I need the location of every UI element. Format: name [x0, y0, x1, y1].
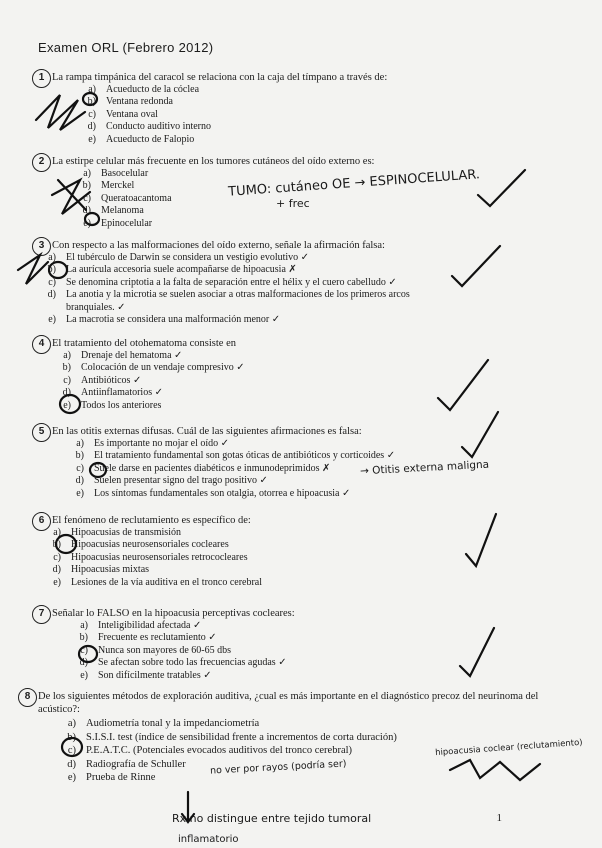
- option-letter: e): [48, 314, 56, 326]
- question-stem: El fenómeno de reclutamiento es específico de:: [52, 515, 251, 526]
- question-number: 5: [32, 423, 51, 442]
- option-letter: a): [48, 252, 56, 263]
- question-number: 1: [32, 69, 51, 88]
- option-letter: b): [87, 96, 96, 108]
- scribble-q1: [36, 95, 85, 130]
- option-text: Nunca son mayores de 60-65 dbs: [98, 644, 232, 656]
- option-letter: b): [75, 450, 84, 462]
- option-text: Antibióticos ✓: [81, 374, 142, 386]
- option-text: Acueducto de la cóclea: [106, 84, 200, 95]
- option-letter: c): [53, 551, 61, 563]
- option-text: Hipoacusias neurosensoriales retrococleares: [71, 551, 248, 563]
- question-number: 7: [32, 605, 51, 624]
- circle-q1-b: [83, 93, 97, 105]
- option-letter: d): [87, 121, 96, 133]
- option-text: Epinocelular: [101, 217, 153, 229]
- option-text: El tratamiento fundamental son gotas óticas de antibióticos y corticoides ✓: [94, 450, 396, 462]
- scribble-q8: [450, 760, 540, 780]
- page-number: 1: [496, 812, 502, 824]
- option-letter: e): [76, 487, 84, 499]
- option-text: Se afectan sobre todo las frecuencias agudas ✓: [98, 657, 287, 669]
- option-letter: b): [67, 731, 76, 743]
- option-letter: a): [63, 350, 71, 361]
- option-text: P.E.A.T.C. (Potenciales evocados auditivos del tronco cerebral): [86, 745, 353, 756]
- option-text: Hipoacusias neurosensoriales cocleares: [71, 539, 229, 551]
- option-text: Ventana redonda: [106, 96, 173, 108]
- circle-q6-b: [56, 535, 76, 553]
- option-letter: c): [88, 108, 96, 120]
- option-letter: c): [48, 276, 56, 288]
- option-letter: c): [67, 745, 76, 756]
- option-text: Todos los anteriores: [81, 399, 162, 411]
- option-letter: c): [63, 374, 71, 386]
- option-text: Drenaje del hematoma ✓: [81, 350, 183, 361]
- option-letter: e): [67, 772, 76, 783]
- option-letter: b): [62, 362, 71, 374]
- option-letter: d): [47, 289, 56, 301]
- question-stem: Señalar lo FALSO en la hipoacusia perceptivas cocleares:: [52, 608, 295, 619]
- option-text: Lesiones de la vía auditiva en el tronco cerebral: [71, 576, 263, 588]
- option-text: La macrotia se considera una malformación menor ✓: [66, 314, 281, 326]
- option-text: Es importante no mojar el oído ✓: [94, 438, 230, 449]
- question-stem: Con respecto a las malformaciones del oído externo, señale la afirmación falsa:: [52, 240, 385, 251]
- option-text: S.I.S.I. test (índice de sensibilidad frente a incrementos de corta duración): [86, 731, 397, 743]
- option-letter: b): [52, 539, 61, 551]
- option-letter: a): [76, 438, 84, 449]
- option-letter: c): [83, 192, 91, 204]
- option-letter: e): [88, 133, 96, 145]
- option-letter: a): [67, 718, 76, 729]
- option-letter: d): [75, 475, 84, 487]
- option-letter: d): [67, 758, 76, 770]
- option-text: Basocelular: [101, 168, 149, 179]
- option-text: Frecuente es reclutamiento ✓: [98, 632, 217, 644]
- question-number: 3: [32, 237, 51, 256]
- circle-q7-c: [79, 646, 97, 662]
- option-letter: a): [80, 620, 88, 631]
- check-q3: [452, 246, 500, 286]
- option-text: Suelen presentar signo del trago positivo ✓: [94, 475, 268, 487]
- handwritten-rayos-note: no ver por rayos (podría ser): [209, 758, 347, 777]
- handwritten-otitis-note: → Otitis externa maligna: [359, 458, 490, 478]
- option-letter: a): [53, 527, 61, 538]
- option-letter: e): [53, 576, 61, 588]
- option-text: Merckel: [101, 180, 135, 192]
- question-number: 8: [18, 688, 37, 707]
- option-letter: d): [82, 205, 91, 217]
- check-q2: [478, 170, 525, 206]
- arrow-q8: [182, 792, 194, 822]
- question-number: 6: [32, 512, 51, 531]
- option-letter: b): [79, 632, 88, 644]
- circle-q5-c: [90, 463, 106, 477]
- option-text: branquiales. ✓: [66, 301, 126, 313]
- handwritten-rx-note: Rx no distingue entre tejido tumoral: [172, 812, 372, 825]
- scribble-q2: [52, 180, 90, 214]
- exam-title: Examen ORL (Febrero 2012): [38, 40, 214, 55]
- option-text: Se denomina criptotia a la falta de separación entre el hélix y el cuero cabelludo ✓: [66, 276, 397, 288]
- option-letter: a): [83, 168, 91, 179]
- option-text: Queratoacantoma: [101, 192, 172, 204]
- check-q7: [460, 628, 494, 676]
- option-text: Hipoacusias de transmisión: [71, 527, 181, 538]
- option-text: Hipoacusias mixtas: [71, 564, 150, 576]
- option-letter: e): [63, 399, 71, 411]
- option-letter: c): [80, 644, 88, 656]
- option-letter: d): [79, 657, 88, 669]
- option-text: Son difícilmente tratables ✓: [98, 669, 212, 681]
- option-text: Prueba de Rinne: [86, 772, 156, 783]
- option-text: Antiinflamatorios ✓: [81, 387, 163, 399]
- option-letter: b): [82, 180, 91, 192]
- check-q5: [462, 412, 498, 457]
- option-text: Inteligibilidad afectada ✓: [98, 620, 202, 631]
- option-text: Conducto auditivo interno: [106, 121, 211, 133]
- option-text: Melanoma: [101, 205, 144, 217]
- option-letter: b): [47, 264, 56, 276]
- question-stem: La rampa timpánica del caracol se relaciona con la caja del tímpano a través de:: [52, 72, 388, 83]
- option-text: Acueducto de Falopio: [106, 133, 195, 145]
- circle-q2-e: [85, 213, 99, 225]
- check-q4: [438, 360, 488, 410]
- option-letter: d): [62, 387, 71, 399]
- handwritten-coclear-note: hipoacusia coclear (reclutamiento): [434, 737, 583, 759]
- scribble-q3: [18, 255, 48, 284]
- handwritten-tumor-note: TUMO: cutáneo OE → ESPINOCELULAR.: [227, 167, 481, 200]
- circle-q8-c: [62, 738, 82, 756]
- option-text: Audiometría tonal y la impedanciometría: [86, 718, 260, 729]
- option-text: Suele darse en pacientes diabéticos e inmunodeprimidos ✗: [94, 462, 331, 474]
- handwritten-inflamatorio-note: inflamatorio: [178, 834, 239, 845]
- option-text: Ventana oval: [106, 108, 158, 120]
- check-q6: [466, 514, 496, 566]
- circle-q4-e: [60, 395, 80, 413]
- question-number: 4: [32, 335, 51, 354]
- option-text: Los síntomas fundamentales son otalgia, otorrea e hipoacusia ✓: [94, 487, 351, 499]
- question-stem: De los siguientes métodos de exploración auditiva, ¿cual es más importante en el diagnóstico precoz del neurinoma del acústico?:: [38, 691, 539, 715]
- circle-q3-b: [49, 262, 67, 278]
- option-letter: a): [88, 84, 96, 95]
- question-stem: La estirpe celular más frecuente en los tumores cutáneos del oído externo es:: [52, 156, 375, 167]
- handwritten-frec-note: + frec: [276, 197, 310, 210]
- option-text: La aurícula accesoria suele acompañarse de hipoacusia ✗: [66, 264, 297, 276]
- option-text: Colocación de un vendaje compresivo ✓: [81, 362, 245, 374]
- option-text: Radiografía de Schuller: [86, 758, 186, 770]
- option-letter: d): [52, 564, 61, 576]
- option-text: La anotia y la microtia se suelen asociar a otras malformaciones de los primeros arcos: [66, 289, 410, 301]
- question-stem: En las otitis externas difusas. Cuál de las siguientes afirmaciones es falsa:: [52, 426, 362, 437]
- option-letter: e): [80, 669, 88, 681]
- question-number: 2: [32, 153, 51, 172]
- question-stem: El tratamiento del otohematoma consiste en: [52, 338, 236, 349]
- option-letter: e): [83, 217, 91, 229]
- option-text: El tubérculo de Darwin se considera un vestigio evolutivo ✓: [66, 252, 310, 263]
- option-letter: c): [76, 462, 84, 474]
